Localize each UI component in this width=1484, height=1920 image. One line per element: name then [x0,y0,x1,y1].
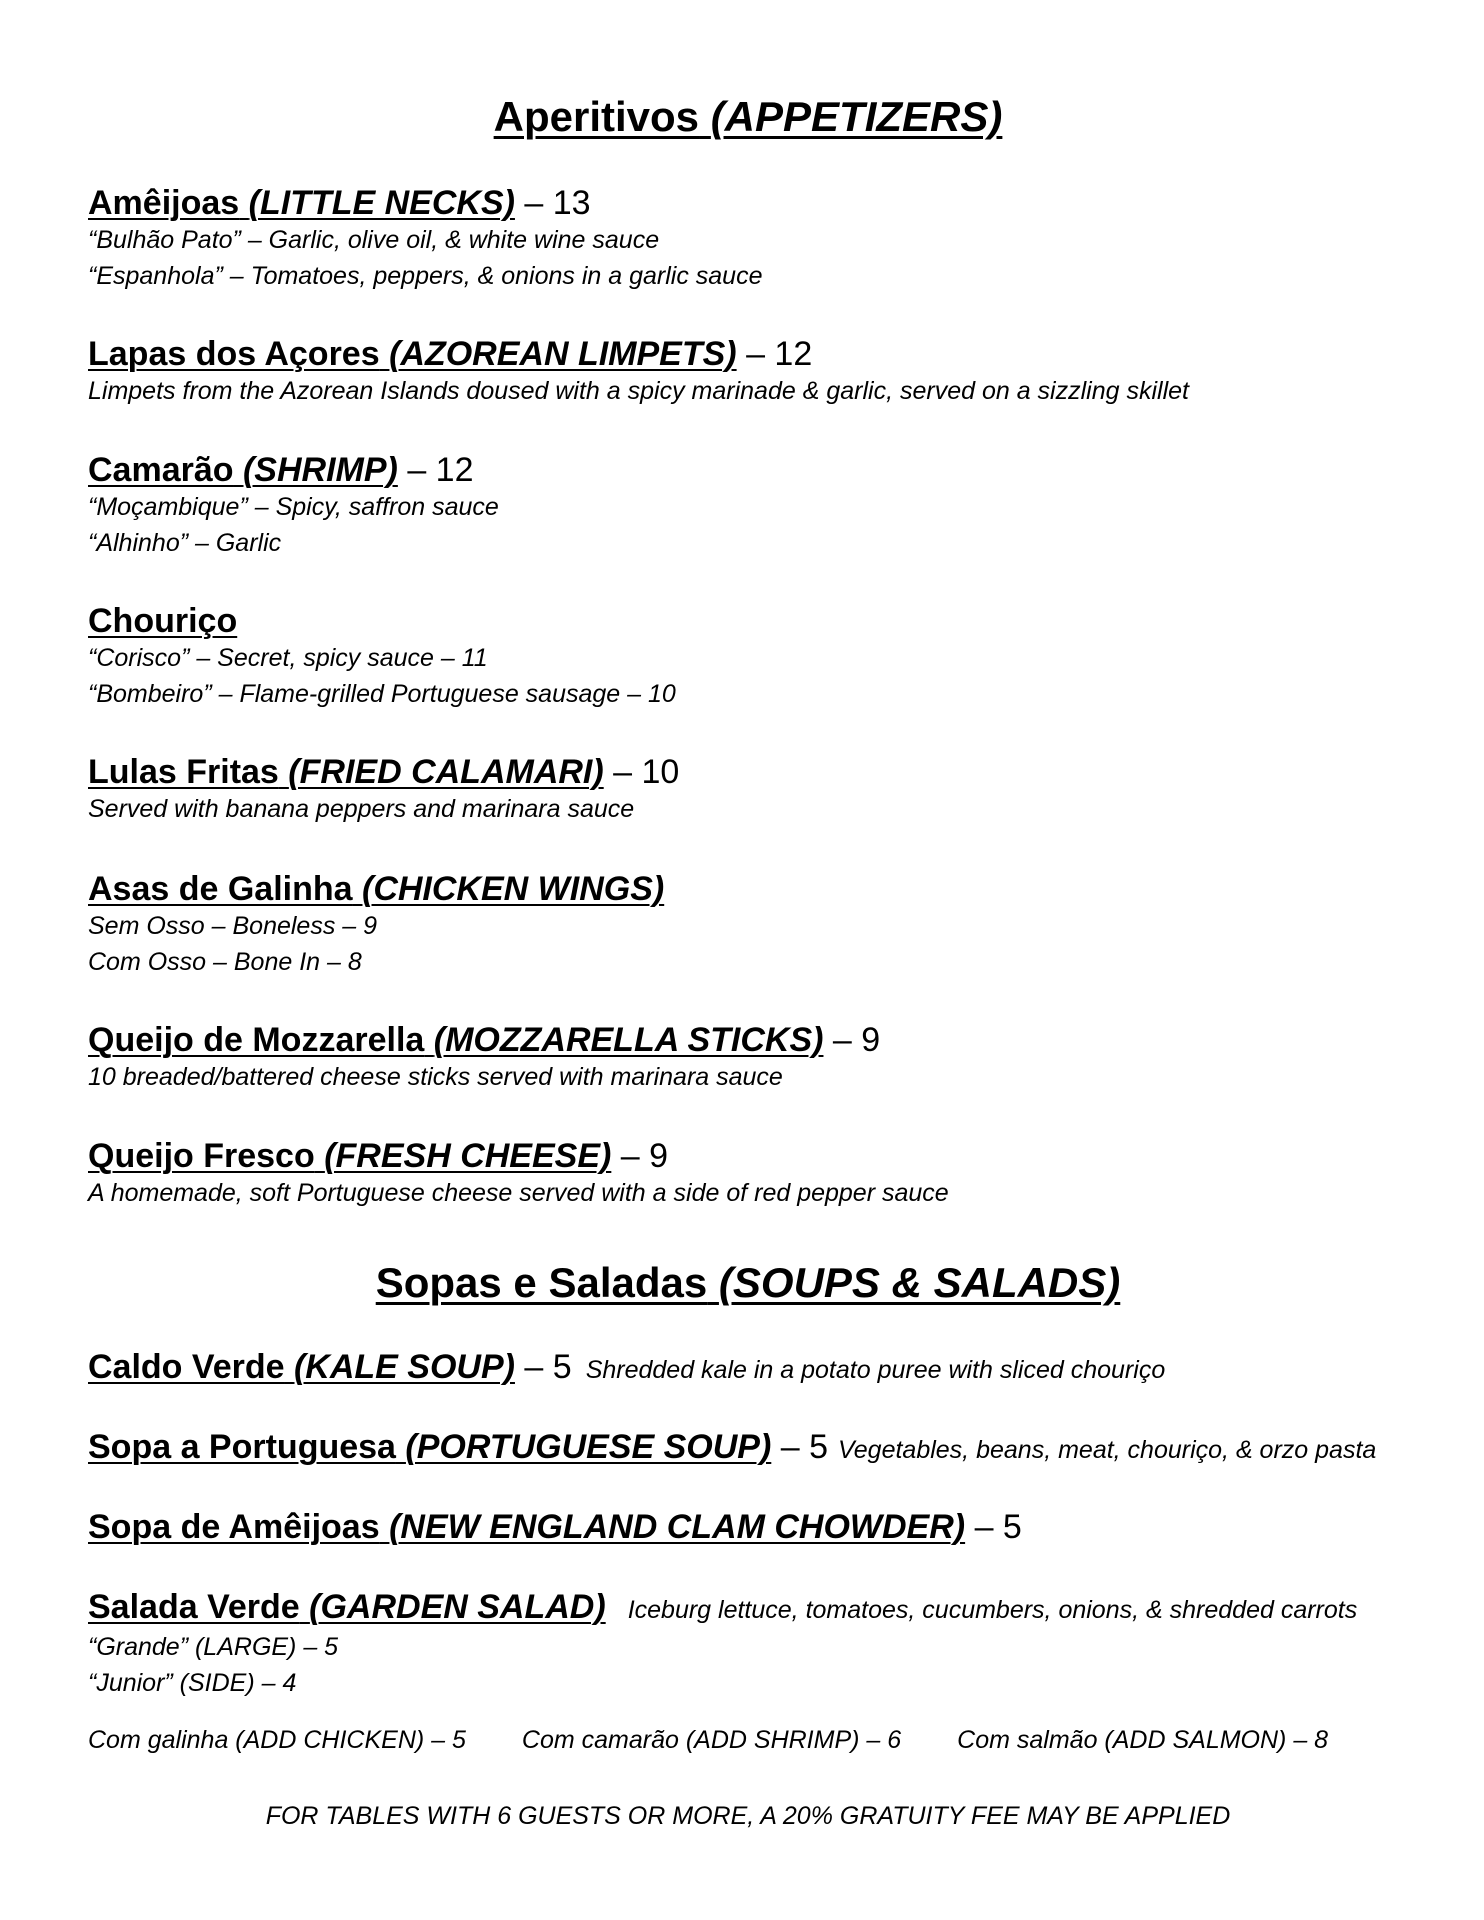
item-name: Camarão [88,451,234,489]
item-description: “Bombeiro” – Flame-grilled Portuguese sausage – 10 [88,680,676,708]
item-name: Queijo de Mozzarella [88,1021,425,1059]
item-english-name: (SHRIMP) [242,451,398,489]
gratuity-notice: FOR TABLES WITH 6 GUESTS OR MORE, A 20% GRATUITY FEE MAY BE APPLIED [265,1802,1231,1830]
appetizers-title-pt: Aperitivos [493,93,700,140]
item-english-name: (AZOREAN LIMPETS) [389,335,737,373]
menu-item [88,335,1408,409]
item-price: – 5 [974,1508,1022,1546]
menu-item [88,451,1408,561]
item-description: Com Osso – Bone In – 8 [88,948,362,976]
item-name: Queijo Fresco [88,1137,315,1175]
item-description: 10 breaded/battered cheese sticks served with marinara sauce [88,1063,783,1091]
item-price: – 9 [832,1021,881,1059]
item-name: Lulas Fritas [88,753,279,791]
item-english-name: (CHICKEN WINGS) [362,870,665,908]
item-price: – 10 [613,753,680,791]
item-price: – 5 [524,1348,572,1386]
item-description: “Corisco” – Secret, spicy sauce – 11 [88,644,488,672]
item-english-name: (KALE SOUP) [293,1348,515,1386]
item-english-name: (MOZZARELLA STICKS) [433,1021,824,1059]
item-english-name: (PORTUGUESE SOUP) [405,1428,772,1466]
menu-item [88,1137,1408,1211]
addon-shrimp: Com camarão (ADD SHRIMP) – 6 [521,1726,902,1754]
menu-item [88,184,1408,294]
item-english-name: (GARDEN SALAD) [309,1588,606,1626]
item-description: “Bulhão Pato” – Garlic, olive oil, & white wine sauce [88,226,660,254]
menu-item [88,602,1408,712]
item-description: Limpets from the Azorean Islands doused with a spicy marinade & garlic, served on a sizzling skillet [88,377,1189,405]
item-name: Caldo Verde [88,1348,285,1386]
item-english-name: (FRESH CHEESE) [324,1137,612,1175]
item-english-name: (LITTLE NECKS) [248,184,515,222]
item-english-name: (FRIED CALAMARI) [288,753,604,791]
menu-item [88,1348,1408,1389]
item-name: Chouriço [88,602,238,640]
item-price: – 12 [407,451,474,489]
item-description: “Junior” (SIDE) – 4 [88,1669,297,1697]
item-name: Sopa de Amêijoas [88,1508,380,1546]
menu-item [88,1588,1408,1701]
item-name: Lapas dos Açores [88,335,380,373]
menu-item [88,870,1408,980]
item-description: “Grande” (LARGE) – 5 [88,1633,339,1661]
item-name: Asas de Galinha [88,870,353,908]
item-description: Iceburg lettuce, tomatoes, cucumbers, onions, & shredded carrots [627,1596,1358,1624]
item-description: “Espanhola” – Tomatoes, peppers, & onions in a garlic sauce [88,262,763,290]
addons-row [88,1726,1384,1755]
soups-title-pt: Sopas e Saladas [375,1259,708,1306]
menu-item [88,1428,1408,1469]
menu-item [88,1021,1408,1095]
item-english-name: (NEW ENGLAND CLAM CHOWDER) [389,1508,966,1546]
appetizers-heading [88,93,1408,140]
soups-title-en: (SOUPS & SALADS) [718,1259,1121,1306]
item-price: – 12 [746,335,813,373]
item-name: Sopa a Portuguesa [88,1428,396,1466]
item-description: Served with banana peppers and marinara sauce [88,795,635,823]
item-description: A homemade, soft Portuguese cheese served with a side of red pepper sauce [88,1179,949,1207]
soups-heading [88,1259,1408,1306]
item-price: – 5 [780,1428,829,1466]
addon-salmon: Com salmão (ADD SALMON) – 8 [957,1726,1329,1754]
menu-item [88,1508,1408,1546]
addon-chicken: Com galinha (ADD CHICKEN) – 5 [88,1726,466,1754]
item-price: – 9 [620,1137,669,1175]
item-description: “Moçambique” – Spicy, saffron sauce [88,493,499,521]
item-description: Vegetables, beans, meat, chouriço, & orzo pasta [838,1436,1377,1464]
item-price: – 13 [524,184,591,222]
item-description: Shredded kale in a potato puree with sliced chouriço [585,1356,1166,1384]
item-description: Sem Osso – Boneless – 9 [88,912,378,940]
item-name: Amêijoas [88,184,240,222]
menu-item [88,753,1408,827]
appetizers-title-en: (APPETIZERS) [710,93,1003,140]
item-name: Salada Verde [88,1588,300,1626]
item-description: “Alhinho” – Garlic [88,529,282,557]
